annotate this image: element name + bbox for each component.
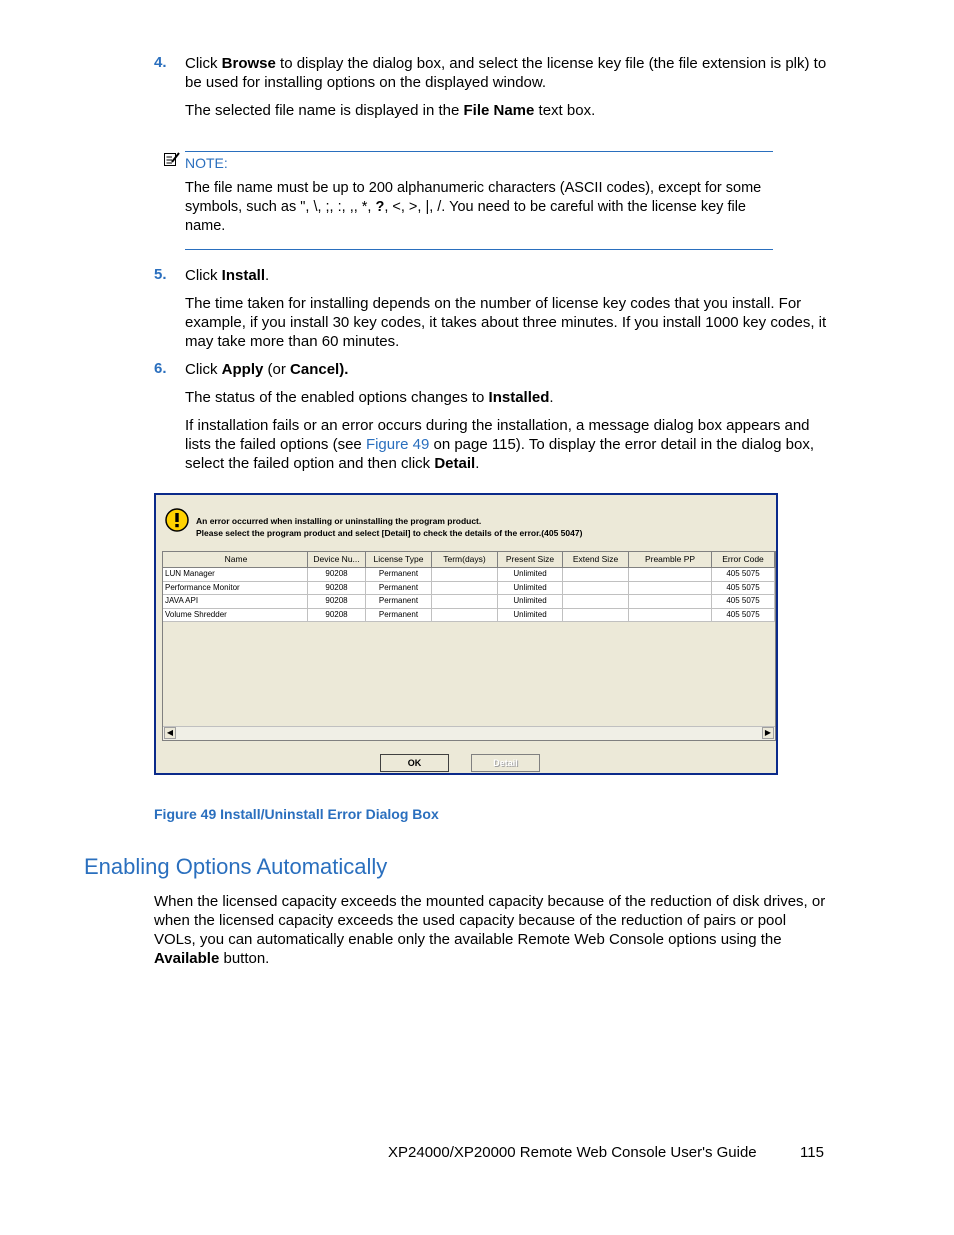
section-body: When the licensed capacity exceeds the mounted capacity because of the reduction of disk drives, or when the licensed capacity exceeds the used capacity because of the reduction of pairs or pool VOLs, you can automatically enable only the available Remote Web Console options using the Available button. [154, 893, 826, 967]
dialog-message: An error occurred when installing or uninstalling the program product. Please select the program product and select [Detail] to check the details of the error.(405 5047) [196, 516, 583, 538]
note-text: The file name must be up to 200 alphanumeric characters (ASCII codes), except for some symbols, such as ", \, ;, :, ,, *, ?, <, >, |, /. You need to be careful with the license key file name. [185, 180, 762, 234]
table-row[interactable]: LUN Manager 90208 Permanent Unlimited 405 5075 [163, 568, 775, 582]
step-number: 5. [154, 266, 167, 283]
section-heading: Enabling Options Automatically [84, 854, 388, 879]
note-label: NOTE: [185, 155, 228, 171]
options-table[interactable] [162, 551, 776, 741]
step-4-detail: The selected file name is displayed in the File Name text box. [185, 102, 596, 119]
step-5-text: Click Install. [185, 267, 270, 284]
ok-button[interactable]: OK [380, 754, 449, 772]
table-row[interactable]: JAVA API 90208 Permanent Unlimited 405 5075 [163, 595, 775, 609]
note-bottom-rule [185, 249, 773, 250]
figure-49-link[interactable]: Figure 49 [365, 436, 430, 453]
table-row[interactable]: Performance Monitor 90208 Permanent Unlimited 405 5075 [163, 582, 775, 596]
column-header[interactable]: Device Nu... [308, 552, 366, 567]
step-6-detail: If installation fails or an error occurs during the installation, a message dialog box appears and lists the failed options (see Figure 49 on page 115). To display the error detail in the dialog box, select the failed option and then click Detail. [185, 417, 815, 472]
column-header[interactable]: Extend Size [563, 552, 629, 567]
table-header [163, 552, 775, 568]
note-top-rule [185, 151, 773, 152]
step-number: 6. [154, 360, 167, 377]
footer-title: XP24000/XP20000 Remote Web Console User's Guide [388, 1144, 757, 1161]
figure-caption: Figure 49 Install/Uninstall Error Dialog Box [154, 806, 439, 822]
column-header[interactable]: Term(days) [432, 552, 498, 567]
column-header[interactable]: Present Size [498, 552, 563, 567]
step-4-text: Click Browse to display the dialog box, and select the license key file (the file extension is plk) to be used for installing options on the displayed window. [185, 55, 827, 91]
step-number: 4. [154, 54, 167, 71]
column-header[interactable]: Preamble PP [629, 552, 712, 567]
detail-button[interactable]: Detail [471, 754, 540, 772]
step-5-detail: The time taken for installing depends on the number of license key codes that you install. For example, if you install 30 key codes, it takes about three minutes. If you install 1000 key codes, it may take more than 60 minutes. [185, 295, 827, 350]
column-header[interactable]: Error Code [712, 552, 775, 567]
page-number: 115 [800, 1144, 824, 1161]
table-row[interactable]: Volume Shredder 90208 Permanent Unlimited 405 5075 [163, 609, 775, 623]
step-6-text: Click Apply (or Cancel). [185, 361, 349, 378]
column-header[interactable]: License Type [366, 552, 432, 567]
note-pencil-icon [163, 151, 180, 167]
horizontal-scrollbar[interactable] [163, 726, 775, 740]
error-dialog [154, 493, 778, 775]
scroll-right-icon[interactable]: ▶ [762, 727, 774, 739]
warning-icon [165, 508, 189, 532]
step-6-status: The status of the enabled options changes to Installed. [185, 389, 554, 406]
column-header[interactable]: Name [163, 552, 308, 567]
scroll-left-icon[interactable]: ◀ [164, 727, 176, 739]
